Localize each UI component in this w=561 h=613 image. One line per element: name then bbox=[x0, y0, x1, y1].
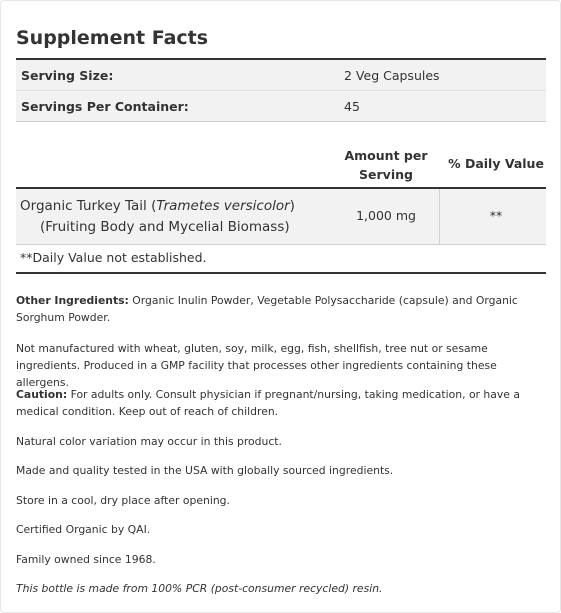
caution-note bbox=[16, 386, 546, 420]
daily-value-header: % Daily Value bbox=[448, 156, 544, 171]
servings-per-container-row bbox=[16, 90, 546, 122]
caution-label: Caution: bbox=[16, 388, 68, 401]
ingredient-name-suffix: ) bbox=[289, 198, 295, 214]
footnote-text: **Daily Value not established. bbox=[20, 250, 207, 265]
serving-size-label: Serving Size: bbox=[21, 67, 114, 83]
family-owned-note: Family owned since 1968. bbox=[16, 553, 156, 566]
ingredient-latin-name: Trametes versicolor bbox=[156, 198, 290, 214]
amount-header-line1: Amount per bbox=[344, 148, 428, 163]
ingredient-name-source: (Fruiting Body and Mycelial Biomass) bbox=[40, 219, 290, 235]
other-ingredients-note bbox=[16, 292, 546, 326]
serving-size-value: 2 Veg Capsules bbox=[344, 67, 440, 83]
serving-table bbox=[16, 58, 546, 122]
servings-per-container-label: Servings Per Container: bbox=[21, 98, 189, 114]
color-variation-note: Natural color variation may occur in this product. bbox=[16, 435, 282, 448]
storage-note: Store in a cool, dry place after opening. bbox=[16, 494, 230, 507]
amount-per-serving-header bbox=[341, 146, 431, 184]
made-in-note: Made and quality tested in the USA with globally sourced ingredients. bbox=[16, 464, 394, 477]
column-divider bbox=[439, 189, 440, 244]
other-ingredients-text: Organic Inulin Powder, Vegetable Polysaccharide (capsule) and Organic Sorghum Powder. bbox=[16, 294, 518, 324]
bottle-note: This bottle is made from 100% PCR (post-consumer recycled) resin. bbox=[16, 582, 383, 595]
serving-size-row bbox=[16, 60, 546, 90]
amount-header-line2: Serving bbox=[359, 167, 413, 182]
allergen-note: Not manufactured with wheat, gluten, soy, milk, egg, fish, shellfish, tree nut or sesame ingredients. Produced in a GMP facility that processes other ingredients containing these allergens. bbox=[16, 342, 497, 389]
certified-organic-note: Certified Organic by QAI. bbox=[16, 523, 151, 536]
daily-value-footnote bbox=[16, 243, 546, 274]
ingredient-row bbox=[16, 187, 546, 245]
ingredient-name-prefix: Organic Turkey Tail ( bbox=[20, 198, 157, 214]
other-ingredients-label: Other Ingredients: bbox=[16, 294, 129, 307]
ingredient-amount: 1,000 mg bbox=[356, 208, 416, 223]
ingredient-name bbox=[20, 196, 320, 238]
ingredient-daily-value: ** bbox=[489, 208, 503, 223]
caution-text: For adults only. Consult physician if pregnant/nursing, taking medication, or have a medical condition. Keep out of reach of children. bbox=[16, 388, 520, 418]
page-title: Supplement Facts bbox=[16, 27, 209, 49]
nutrient-table-header bbox=[16, 143, 546, 187]
servings-per-container-value: 45 bbox=[344, 98, 360, 114]
